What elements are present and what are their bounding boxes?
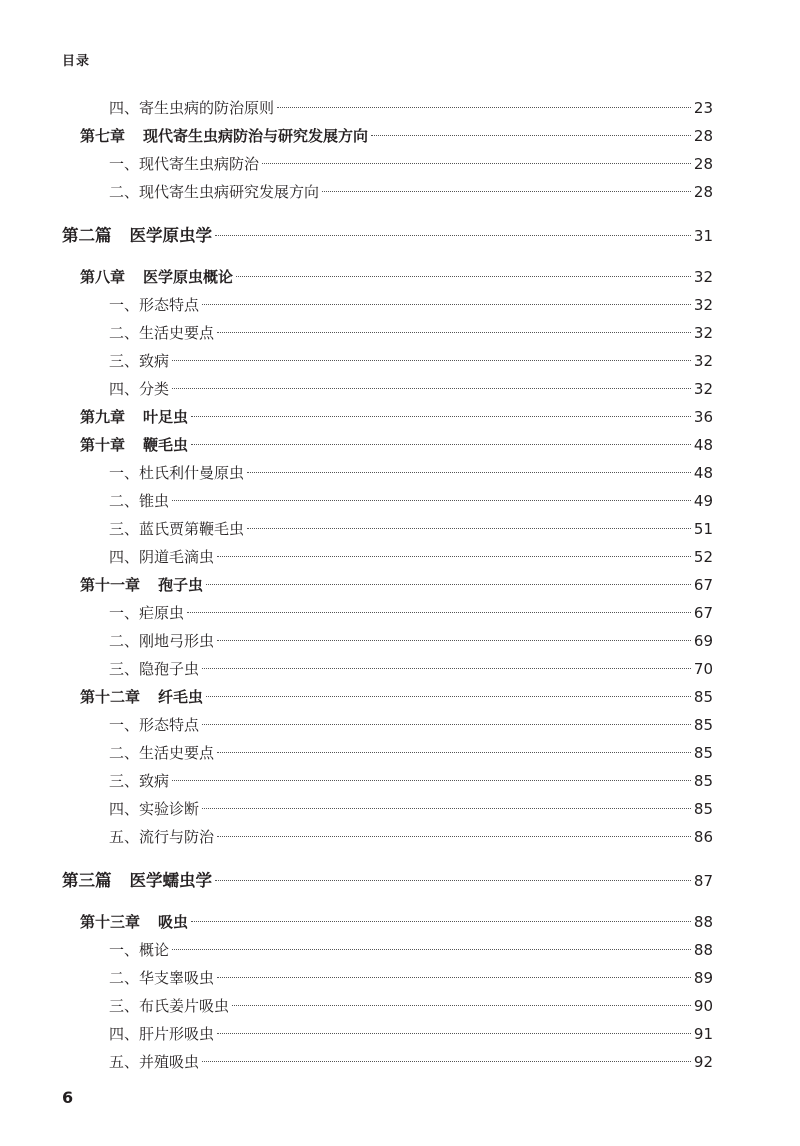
dot-leader [202, 668, 691, 669]
toc-section-entry [109, 658, 713, 680]
toc-entry-title [109, 518, 244, 540]
dot-leader [172, 949, 691, 950]
dot-leader [172, 388, 691, 389]
toc-entry-title [109, 294, 199, 316]
toc-entry-number: 第十一章 [80, 576, 141, 594]
toc-entry-page-number: 67 [693, 576, 713, 594]
toc-section-entry [109, 742, 713, 764]
dot-leader [217, 752, 691, 753]
toc-entry-title [109, 1051, 199, 1073]
toc-entry-page-number: 92 [693, 1053, 713, 1071]
toc-entry-page-number: 32 [693, 380, 713, 398]
toc-entry-page-number: 85 [693, 800, 713, 818]
dot-leader [202, 1061, 691, 1062]
toc-entry-title [80, 434, 188, 456]
toc-entry-text: 三、布氏姜片吸虫 [109, 997, 230, 1015]
toc-section-entry [109, 630, 713, 652]
toc-entry-text: 五、并殖吸虫 [109, 1053, 200, 1071]
dot-leader [217, 836, 691, 837]
toc-entry-title [109, 490, 169, 512]
toc-entry-title [80, 266, 233, 288]
toc-entry-title [109, 378, 169, 400]
dot-leader [217, 977, 691, 978]
toc-section-entry [109, 153, 713, 175]
toc-entry-title [109, 939, 169, 961]
toc-chapter-entry [80, 686, 713, 708]
toc-entry-title [109, 630, 214, 652]
toc-entry-page-number: 52 [693, 548, 713, 566]
toc-entry-text: 一、杜氏利什曼原虫 [109, 464, 245, 482]
dot-leader [202, 304, 691, 305]
toc-entry-text: 吸虫 [158, 913, 189, 931]
toc-entry-page-number: 86 [693, 828, 713, 846]
toc-entry-page-number: 28 [693, 155, 713, 173]
toc-part-entry [62, 225, 713, 247]
toc-entry-page-number: 90 [693, 997, 713, 1015]
toc-section-entry [109, 602, 713, 624]
toc-chapter-entry [80, 406, 713, 428]
dot-leader [172, 780, 691, 781]
toc-entry-page-number: 32 [693, 324, 713, 342]
toc-section-entry [109, 939, 713, 961]
toc-chapter-entry [80, 266, 713, 288]
toc-entry-text: 二、刚地弓形虫 [109, 632, 215, 650]
dot-leader [232, 1005, 691, 1006]
toc-entry-page-number: 85 [693, 688, 713, 706]
toc-section-entry [109, 1051, 713, 1073]
toc-entry-title [109, 602, 184, 624]
dot-leader [187, 612, 691, 613]
dot-leader [191, 416, 691, 417]
toc-section-entry [109, 181, 713, 203]
toc-entry-page-number: 88 [693, 913, 713, 931]
toc-entry-page-number: 88 [693, 941, 713, 959]
toc-section-entry [109, 995, 713, 1017]
toc-entry-title [109, 826, 214, 848]
dot-leader [247, 528, 691, 529]
running-head-title: 目录 [62, 54, 91, 69]
toc-section-entry [109, 378, 713, 400]
toc-section-entry [109, 518, 713, 540]
toc-entry-text: 二、华支睾吸虫 [109, 969, 215, 987]
toc-entry-text: 医学原虫学 [129, 226, 212, 245]
toc-entry-text: 一、现代寄生虫病防治 [109, 155, 260, 173]
toc-entry-text: 二、锥虫 [109, 492, 170, 510]
toc-entry-title [109, 546, 214, 568]
toc-entry-text: 医学蠕虫学 [129, 871, 212, 890]
toc-entry-text: 纤毛虫 [158, 688, 204, 706]
toc-entry-page-number: 31 [693, 227, 713, 245]
toc-entry-page-number: 49 [693, 492, 713, 510]
toc-entry-number: 第十二章 [80, 688, 141, 706]
dot-leader [215, 880, 691, 881]
toc-entry-text: 二、生活史要点 [109, 324, 215, 342]
toc-entry-title [109, 181, 319, 203]
toc-entry-text: 叶足虫 [143, 408, 189, 426]
toc-chapter-entry [80, 911, 713, 933]
toc-section-entry [109, 350, 713, 372]
toc-chapter-entry [80, 125, 713, 147]
toc-entry-title [80, 406, 188, 428]
toc-entry-number: 第十三章 [80, 913, 141, 931]
toc-entry-title [109, 322, 214, 344]
toc-entry-text: 二、生活史要点 [109, 744, 215, 762]
toc-entry-page-number: 28 [693, 127, 713, 145]
toc-entry-text: 医学原虫概论 [143, 268, 234, 286]
toc-entry-text: 现代寄生虫病防治与研究发展方向 [143, 127, 369, 145]
dot-leader [247, 472, 691, 473]
toc-entry-page-number: 69 [693, 632, 713, 650]
toc-entry-text: 三、蓝氏贾第鞭毛虫 [109, 520, 245, 538]
toc-entry-page-number: 67 [693, 604, 713, 622]
toc-section-entry [109, 97, 713, 119]
toc-entry-number: 第三篇 [62, 871, 112, 890]
toc-entry-title [109, 770, 169, 792]
toc-entry-text: 三、隐孢子虫 [109, 660, 200, 678]
dot-leader [202, 808, 691, 809]
toc-entry-text: 孢子虫 [158, 576, 204, 594]
dot-leader [206, 584, 691, 585]
toc-entry-title [62, 870, 212, 892]
dot-leader [371, 135, 691, 136]
toc-entry-text: 三、致病 [109, 772, 170, 790]
toc-entry-text: 二、现代寄生虫病研究发展方向 [109, 183, 320, 201]
toc-entry-title [109, 798, 199, 820]
toc-entry-page-number: 32 [693, 296, 713, 314]
dot-leader [172, 500, 691, 501]
toc-section-entry [109, 294, 713, 316]
toc-chapter-entry [80, 574, 713, 596]
dot-leader [215, 235, 691, 236]
toc-entry-title [109, 714, 199, 736]
toc-section-entry [109, 322, 713, 344]
dot-leader [277, 107, 691, 108]
toc-section-entry [109, 1023, 713, 1045]
toc-entry-number: 第十章 [80, 436, 126, 454]
toc-entry-page-number: 32 [693, 268, 713, 286]
toc-entry-page-number: 28 [693, 183, 713, 201]
toc-section-entry [109, 770, 713, 792]
toc-part-entry [62, 870, 713, 892]
toc-section-entry [109, 967, 713, 989]
dot-leader [206, 696, 691, 697]
toc-entry-page-number: 48 [693, 436, 713, 454]
toc-entry-page-number: 48 [693, 464, 713, 482]
dot-leader [202, 724, 691, 725]
toc-entry-number: 第九章 [80, 408, 126, 426]
toc-entry-page-number: 36 [693, 408, 713, 426]
toc-entry-text: 四、寄生虫病的防治原则 [109, 99, 275, 117]
toc-entry-title [109, 350, 169, 372]
dot-leader [217, 556, 691, 557]
dot-leader [236, 276, 691, 277]
toc-entry-text: 四、阴道毛滴虫 [109, 548, 215, 566]
toc-entry-number: 第八章 [80, 268, 126, 286]
toc-chapter-entry [80, 434, 713, 456]
toc-section-entry [109, 714, 713, 736]
toc-entry-page-number: 87 [693, 872, 713, 890]
page-number: 6 [62, 1088, 74, 1107]
dot-leader [217, 1033, 691, 1034]
toc-entry-text: 四、分类 [109, 380, 170, 398]
toc-entry-text: 一、形态特点 [109, 716, 200, 734]
toc-entry-title [80, 125, 368, 147]
toc-entry-title [80, 911, 188, 933]
toc-entry-title [109, 967, 214, 989]
toc-entry-text: 四、肝片形吸虫 [109, 1025, 215, 1043]
dot-leader [191, 444, 691, 445]
toc-entry-title [62, 225, 212, 247]
toc-entry-page-number: 85 [693, 716, 713, 734]
dot-leader [217, 640, 691, 641]
dot-leader [217, 332, 691, 333]
toc-entry-title [109, 658, 199, 680]
toc-entry-title [109, 97, 274, 119]
toc-entry-title [109, 995, 229, 1017]
toc-entry-page-number: 70 [693, 660, 713, 678]
toc-entry-page-number: 51 [693, 520, 713, 538]
toc-entry-page-number: 91 [693, 1025, 713, 1043]
dot-leader [191, 921, 691, 922]
toc-entry-text: 五、流行与防治 [109, 828, 215, 846]
toc-entry-number: 第七章 [80, 127, 126, 145]
toc-entry-title [109, 462, 244, 484]
toc-section-entry [109, 462, 713, 484]
toc-section-entry [109, 490, 713, 512]
toc-entry-page-number: 23 [693, 99, 713, 117]
toc-entry-text: 鞭毛虫 [143, 436, 189, 454]
toc-entry-number: 第二篇 [62, 226, 112, 245]
toc-entry-text: 三、致病 [109, 352, 170, 370]
toc-entry-title [109, 153, 259, 175]
toc-entry-page-number: 85 [693, 744, 713, 762]
dot-leader [322, 191, 691, 192]
dot-leader [172, 360, 691, 361]
toc-entry-page-number: 89 [693, 969, 713, 987]
toc-entry-text: 一、概论 [109, 941, 170, 959]
toc-entry-page-number: 32 [693, 352, 713, 370]
toc-entry-title [109, 742, 214, 764]
toc-entry-title [80, 574, 203, 596]
toc-entry-text: 一、形态特点 [109, 296, 200, 314]
toc-entry-title [109, 1023, 214, 1045]
dot-leader [262, 163, 691, 164]
toc-entry-text: 四、实验诊断 [109, 800, 200, 818]
toc-entry-text: 一、疟原虫 [109, 604, 185, 622]
toc-entry-title [80, 686, 203, 708]
toc-section-entry [109, 826, 713, 848]
toc-section-entry [109, 546, 713, 568]
toc-entry-page-number: 85 [693, 772, 713, 790]
toc-section-entry [109, 798, 713, 820]
